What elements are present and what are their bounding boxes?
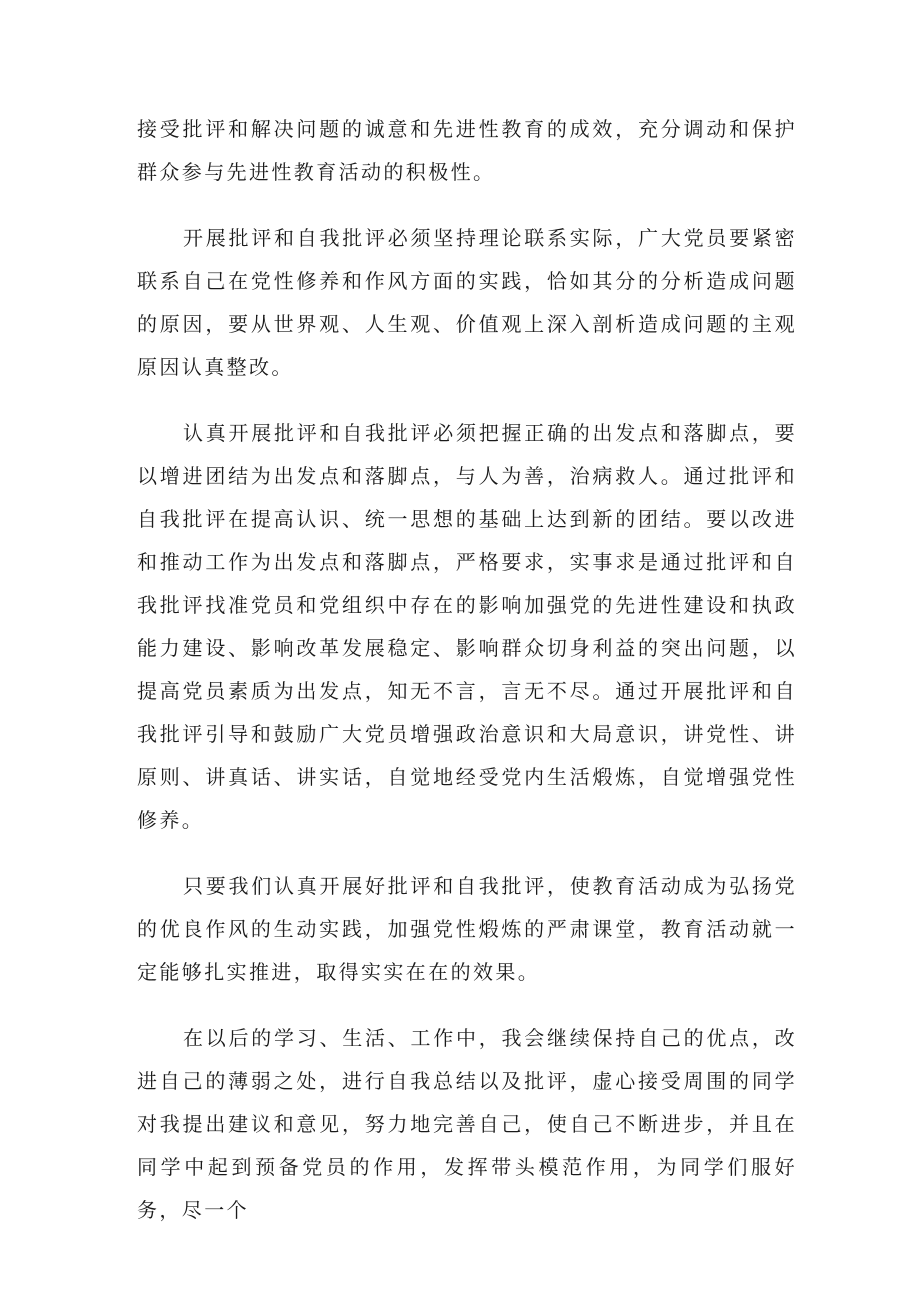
paragraph-1: 接受批评和解决问题的诚意和先进性教育的成效，充分调动和保护群众参与先进性教育活动的积极性。 bbox=[137, 117, 797, 184]
paragraph-5: 在以后的学习、生活、工作中，我会继续保持自己的优点，改进自己的薄弱之处，进行自我总结以及批评，虚心接受周围的同学对我提出建议和意见，努力地完善自己，使自己不断进步，并且在同学中起到预备党员的作用，发挥带头模范作用，为同学们服好务，尽一个 bbox=[137, 1026, 797, 1222]
document-body bbox=[137, 108, 797, 1255]
paragraph-2: 开展批评和自我批评必须坚持理论联系实际，广大党员要紧密联系自己在党性修养和作风方面的实践，恰如其分的分析造成问题的原因，要从世界观、人生观、价值观上深入剖析造成问题的主观原因认真整改。 bbox=[137, 226, 797, 379]
paragraph-4: 只要我们认真开展好批评和自我批评，使教育活动成为弘扬党的优良作风的生动实践，加强党性煅炼的严肃课堂，教育活动就一定能够扎实推进，取得实实在在的效果。 bbox=[137, 874, 797, 984]
paragraph-3: 认真开展批评和自我批评必须把握正确的出发点和落脚点，要以增进团结为出发点和落脚点，与人为善，治病救人。通过批评和自我批评在提高认识、统一思想的基础上达到新的团结。要以改进和推动工作为出发点和落脚点，严格要求，实事求是通过批评和自我批评找准党员和党组织中存在的影响加强党的先进性建设和执政能力建设、影响改革发展稳定、影响群众切身利益的突出问题，以提高党员素质为出发点，知无不言，言无不尽。通过开展批评和自我批评引导和鼓励广大党员增强政治意识和大局意识，讲党性、讲原则、讲真话、讲实话，自觉地经受党内生活煅炼，自觉增强党性修养。 bbox=[137, 421, 797, 832]
